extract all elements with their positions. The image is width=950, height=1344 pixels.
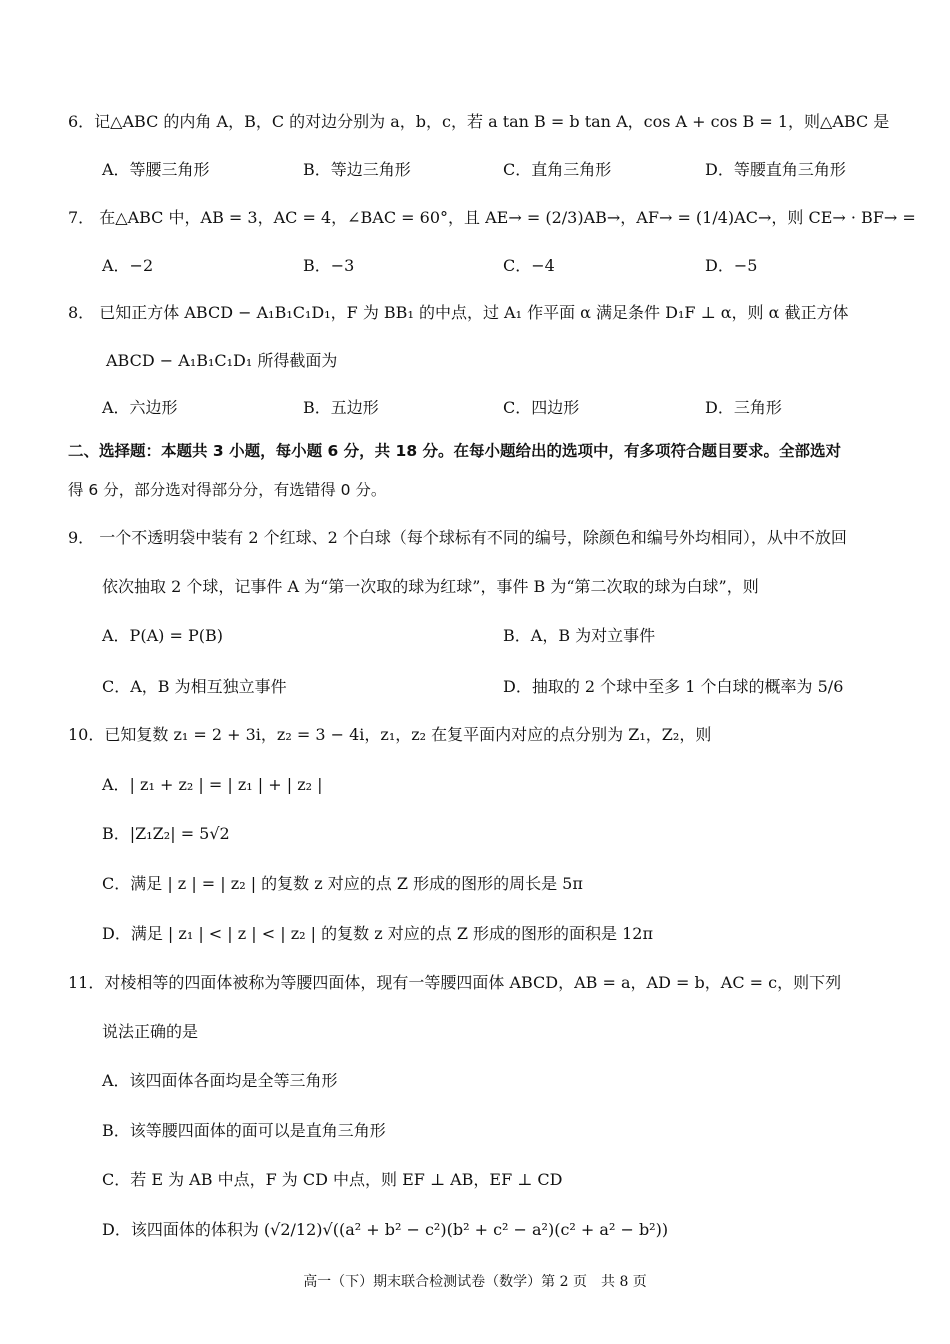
q9-option-b: B．A，B 为对立事件: [503, 626, 656, 645]
question-9-stem-cont: 依次抽取 2 个球，记事件 A 为“第一次取的球为红球”，事件 B 为“第二次取的球为白球”，则: [102, 577, 759, 596]
q8-option-d: D．三角形: [705, 398, 782, 417]
q7-option-c: C．−4: [503, 256, 555, 275]
q6-option-a: A．等腰三角形: [102, 160, 210, 179]
q11-option-d: D．该四面体的体积为 (√2/12)√((a² + b² − c²)(b² + c² − a²)(c² + a² − b²)): [102, 1220, 669, 1239]
section-2-heading: 二、选择题：本题共 3 小题，每小题 6 分，共 18 分。在每小题给出的选项中，有多项符合题目要求。全部选对: [68, 442, 842, 460]
q11-option-c: C．若 E 为 AB 中点，F 为 CD 中点，则 EF ⊥ AB，EF ⊥ CD: [102, 1170, 563, 1189]
question-10-stem: 10．已知复数 z₁ = 2 + 3i，z₂ = 3 − 4i，z₁，z₂ 在复平面内对应的点分别为 Z₁，Z₂，则: [68, 725, 712, 744]
q6-option-c: C．直角三角形: [503, 160, 612, 179]
question-8-stem: 8． 已知正方体 ABCD − A₁B₁C₁D₁，F 为 BB₁ 的中点，过 A₁ 作平面 α 满足条件 D₁F ⊥ α，则 α 截正方体: [68, 303, 849, 322]
q6-option-b: B．等边三角形: [303, 160, 411, 179]
question-7-stem: 7． 在△ABC 中，AB = 3，AC = 4，∠BAC = 60°，且 AE→ = (2/3)AB→，AF→ = (1/4)AC→，则 CE→ · BF→ =: [68, 208, 916, 227]
q10-option-d: D．满足 | z₁ | < | z | < | z₂ | 的复数 z 对应的点 Z 形成的图形的面积是 12π: [102, 924, 653, 943]
question-11-stem: 11．对棱相等的四面体被称为等腰四面体，现有一等腰四面体 ABCD，AB = a，AD = b，AC = c，则下列: [68, 973, 842, 992]
q9-option-a: A．P(A) = P(B): [102, 626, 223, 645]
q7-option-a: A．−2: [102, 256, 154, 275]
q11-option-b: B．该等腰四面体的面可以是直角三角形: [102, 1121, 386, 1140]
q8-option-b: B．五边形: [303, 398, 379, 417]
question-9-stem: 9． 一个不透明袋中装有 2 个红球、2 个白球（每个球标有不同的编号，除颜色和编号外均相同），从中不放回: [68, 528, 847, 547]
q8-option-c: C．四边形: [503, 398, 580, 417]
q8-option-a: A．六边形: [102, 398, 178, 417]
q10-option-b: B．|Z₁Z₂| = 5√2: [102, 824, 230, 843]
q9-option-c: C．A，B 为相互独立事件: [102, 677, 287, 696]
q7-option-b: B．−3: [303, 256, 355, 275]
page-footer: 高一（下）期末联合检测试卷（数学）第 2 页 共 8 页: [303, 1274, 647, 1290]
q10-option-c: C．满足 | z | = | z₂ | 的复数 z 对应的点 Z 形成的图形的周长是 5π: [102, 874, 583, 893]
section-2-heading-cont: 得 6 分，部分选对得部分分，有选错得 0 分。: [68, 481, 387, 499]
question-11-stem-cont: 说法正确的是: [102, 1022, 199, 1041]
question-8-stem-cont: ABCD − A₁B₁C₁D₁ 所得截面为: [106, 351, 338, 370]
q7-option-d: D．−5: [705, 256, 758, 275]
question-6-stem: 6．记△ABC 的内角 A，B，C 的对边分别为 a，b，c，若 a tan B = b tan A，cos A + cos B = 1，则△ABC 是: [68, 112, 890, 131]
q10-option-a: A．| z₁ + z₂ | = | z₁ | + | z₂ |: [102, 775, 323, 794]
q9-option-d: D．抽取的 2 个球中至多 1 个白球的概率为 5/6: [503, 677, 844, 696]
q6-option-d: D．等腰直角三角形: [705, 160, 846, 179]
q11-option-a: A．该四面体各面均是全等三角形: [102, 1071, 338, 1090]
